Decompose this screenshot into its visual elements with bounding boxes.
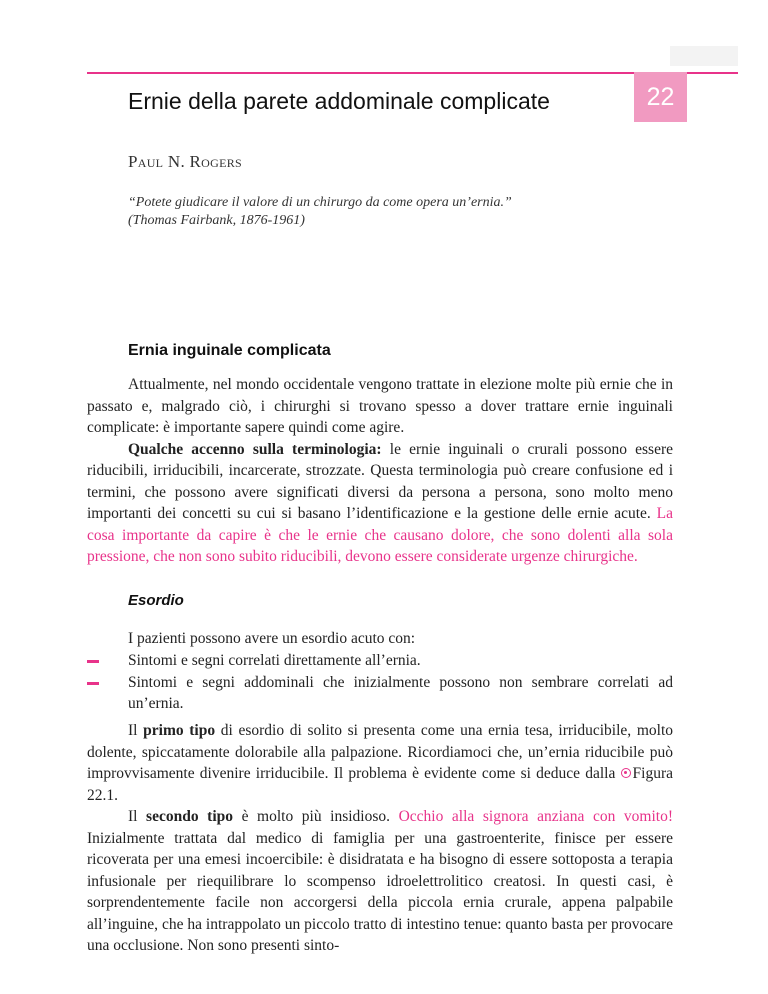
list-intro: I pazienti possono avere un esordio acuto con: (128, 630, 416, 647)
subsection-heading: Esordio (128, 592, 184, 609)
epigraph (128, 194, 648, 230)
paragraph-2-highlight: La cosa importante da capire è che le ernie che causano dolore, che sono dolenti alla sola pressione, che non sono subito riducibili, devono essere considerate urgenze chirurgiche. (87, 505, 673, 565)
paragraph-3-a: Il (128, 722, 144, 739)
first-type-bold: primo tipo (143, 722, 216, 739)
epigraph-source: (Thomas Fairbank, 1876-1961) (128, 213, 305, 228)
section-body (87, 374, 673, 568)
paragraph-4-highlight: Occhio alla signora anziana con vomito! (398, 808, 674, 825)
onset-list (87, 650, 673, 715)
paragraph-4-a: Il (128, 808, 147, 825)
chapter-author: Paul N. Rogers (128, 152, 243, 171)
paragraph-2-text: le ernie inguinali o crurali possono essere riducibili, irriducibili, incarcerate, strozzate. Questa terminologia può creare confusione ed i termini, che possono avere significati diversi da persona a persona, sono molto meno importanti dei concetti su cui si basano l’identificazione e la gestione delle ernie acute. (87, 440, 673, 522)
chapter-title: Ernie della parete addominale complicate (128, 88, 550, 114)
list-item (87, 672, 673, 715)
figure-reference-icon (621, 768, 631, 778)
list-item-text: Sintomi e segni addominali che inizialmente possono non sembrare correlati ad un’ernia. (128, 673, 673, 712)
paragraph-1: Attualmente, nel mondo occidentale vengono trattate in elezione molte più ernie che in passato e, malgrado ciò, i chirurghi si trovano spesso a dover trattare ernie inguinali complicate: è importante sapere quindi come agire. (87, 376, 673, 436)
paragraph-4 (87, 806, 673, 957)
dash-bullet-icon (87, 682, 99, 685)
second-type-bold: secondo tipo (146, 808, 233, 825)
chapter-number-tab: 22 (634, 72, 687, 122)
running-head-box (670, 46, 738, 66)
section-heading: Ernia inguinale complicata (128, 342, 331, 359)
paragraph-4-b: è molto più insidioso. (233, 808, 399, 825)
subsection-body (87, 720, 673, 957)
paragraph-3 (87, 720, 673, 806)
paragraph-4-c: Inizialmente trattata dal medico di famiglia per una gastroenterite, finisce per essere ricoverata per una emesi incoercibile: è disidratata e ha bisogno di essere sottoposta a terapia infusionale per riequilibrare lo scompenso idroelettrolitico creatosi. In questi casi, è sorprendentemente facile non accorgersi della piccola ernia crurale, appena palpabile all’inguine, che ha intrappolato un piccolo tratto di intestino tenue: quanto basta per provocare una occlusione. Non sono presenti sinto- (87, 829, 673, 954)
list-item-text: Sintomi e segni correlati direttamente all’ernia. (128, 652, 421, 669)
epigraph-quote: “Potete giudicare il valore di un chirurgo da come opera un’ernia.” (128, 195, 512, 210)
figure-reference[interactable]: Figura 22.1. (87, 765, 673, 804)
paragraph-2 (87, 439, 673, 568)
dash-bullet-icon (87, 660, 99, 663)
terminology-bold: Qualche accenno sulla terminologia: (128, 440, 382, 458)
paragraph-3-b: di esordio di solito si presenta come una ernia tesa, irriducibile, molto dolente, spiccatamente dolorabile alla palpazione. Ricordiamoci che, un’ernia riducibile può improvvisamente divenire irriducibile. Il problema è evidente come si deduce dalla (87, 722, 673, 782)
list-item (87, 650, 673, 672)
running-head (498, 42, 738, 64)
